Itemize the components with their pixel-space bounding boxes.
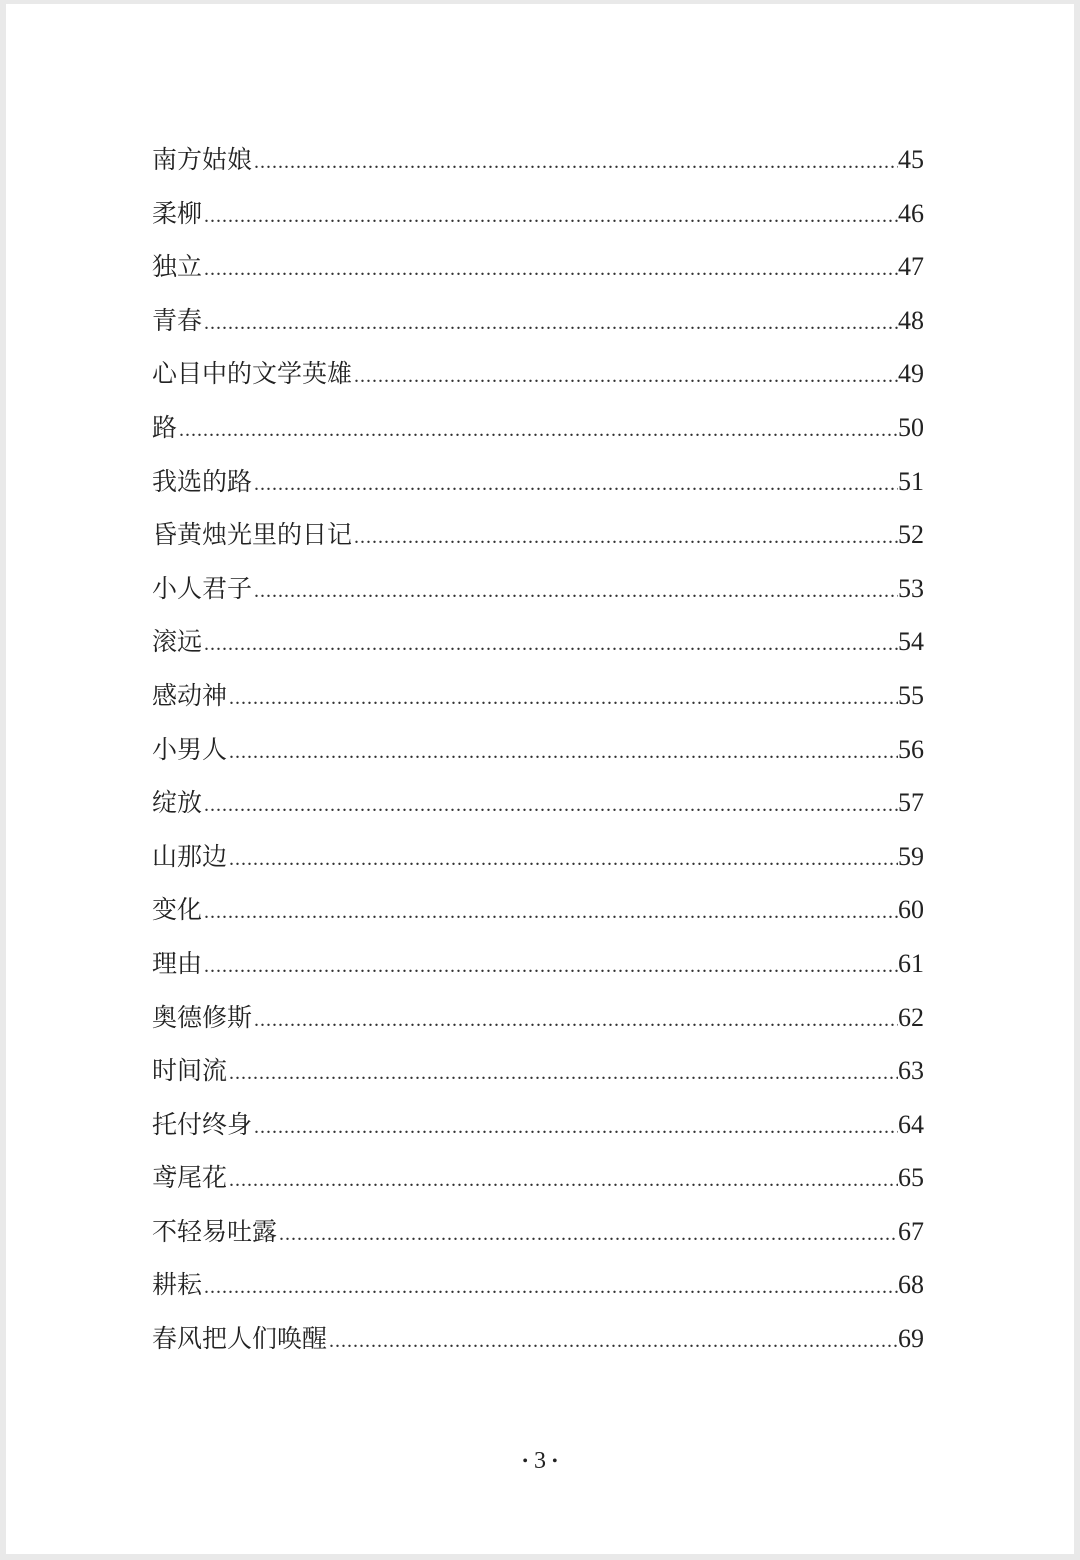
toc-dot-leader — [202, 258, 898, 281]
toc-entry-title: 南方姑娘 — [152, 145, 253, 174]
toc-entry-title: 我选的路 — [152, 466, 253, 496]
toc-dot-leader — [202, 901, 898, 924]
toc-dot-leader — [227, 1169, 898, 1192]
toc-entry-title: 托付终身 — [152, 1109, 253, 1139]
toc-entry-title: 耕耘 — [152, 1270, 203, 1300]
page-number: 3 — [534, 1448, 546, 1474]
toc-entry[interactable] — [152, 1158, 924, 1212]
toc-entry-page-number: 65 — [898, 1163, 924, 1193]
page-number-footer — [6, 1448, 1074, 1475]
toc-dot-leader — [202, 205, 898, 228]
toc-dot-leader — [202, 955, 898, 978]
toc-entry[interactable] — [152, 140, 924, 194]
toc-entry[interactable] — [152, 837, 924, 891]
toc-entry-title: 滚远 — [152, 627, 203, 657]
toc-entry-page-number: 64 — [898, 1109, 924, 1139]
toc-entry-page-number: 62 — [898, 1002, 924, 1032]
toc-dot-leader — [202, 312, 898, 335]
toc-entry[interactable] — [152, 462, 924, 516]
toc-entry[interactable] — [152, 1212, 924, 1266]
toc-entry-page-number: 68 — [898, 1270, 924, 1300]
toc-dot-leader — [227, 741, 898, 764]
toc-entry[interactable] — [152, 515, 924, 569]
toc-entry-page-number: 55 — [898, 680, 924, 710]
page-number-dot-right: • — [552, 1453, 558, 1471]
toc-entry-page-number: 48 — [898, 305, 924, 335]
toc-dot-leader — [252, 473, 898, 496]
toc-entry[interactable] — [152, 1265, 924, 1319]
toc-entry-page-number: 51 — [898, 466, 924, 496]
toc-entry-page-number: 61 — [898, 948, 924, 978]
toc-entry[interactable] — [152, 1051, 924, 1105]
toc-entry-title: 感动神 — [152, 680, 228, 710]
toc-entry-title: 柔柳 — [152, 198, 203, 228]
page-number-dot-left: • — [522, 1453, 528, 1471]
toc-entry-title: 心目中的文学英雄 — [152, 359, 353, 389]
toc-entry[interactable] — [152, 194, 924, 248]
toc-dot-leader — [252, 580, 898, 603]
toc-entry-title: 变化 — [152, 895, 203, 925]
toc-entry[interactable] — [152, 730, 924, 784]
toc-entry-page-number: 60 — [898, 895, 924, 925]
toc-dot-leader — [202, 1276, 898, 1299]
toc-entry-page-number: 45 — [898, 145, 924, 174]
toc-dot-leader — [227, 687, 898, 710]
toc-entry-page-number: 47 — [898, 252, 924, 282]
toc-entry[interactable] — [152, 944, 924, 998]
toc-dot-leader — [252, 151, 898, 174]
toc-entry-page-number: 49 — [898, 359, 924, 389]
toc-entry-page-number: 52 — [898, 520, 924, 550]
toc-entry-title: 山那边 — [152, 841, 228, 871]
document-page — [6, 4, 1074, 1554]
toc-entry[interactable] — [152, 622, 924, 676]
toc-dot-leader — [202, 633, 898, 656]
toc-dot-leader — [227, 1062, 898, 1085]
toc-entry-page-number: 46 — [898, 198, 924, 228]
toc-dot-leader — [227, 848, 898, 871]
toc-dot-leader — [252, 1116, 898, 1139]
toc-dot-leader — [327, 1330, 898, 1353]
toc-entry[interactable] — [152, 1319, 924, 1373]
toc-entry-page-number: 63 — [898, 1056, 924, 1086]
toc-entry-page-number: 56 — [898, 734, 924, 764]
toc-entry[interactable] — [152, 569, 924, 623]
toc-entry[interactable] — [152, 1105, 924, 1159]
toc-entry[interactable] — [152, 408, 924, 462]
toc-entry-title: 奥德修斯 — [152, 1002, 253, 1032]
toc-dot-leader — [277, 1223, 898, 1246]
toc-entry-title: 春风把人们唤醒 — [152, 1324, 328, 1354]
toc-entry-title: 小人君子 — [152, 573, 253, 603]
toc-entry[interactable] — [152, 783, 924, 837]
toc-entry-title: 理由 — [152, 948, 203, 978]
toc-dot-leader — [202, 794, 898, 817]
toc-entry[interactable] — [152, 676, 924, 730]
toc-entry-title: 不轻易吐露 — [152, 1216, 278, 1246]
toc-dot-leader — [352, 365, 898, 388]
toc-dot-leader — [252, 1009, 898, 1032]
toc-entry-page-number: 59 — [898, 841, 924, 871]
toc-entry-title: 时间流 — [152, 1056, 228, 1086]
toc-entry-title: 绽放 — [152, 788, 203, 818]
toc-dot-leader — [177, 419, 898, 442]
toc-entry-title: 昏黄烛光里的日记 — [152, 520, 353, 550]
toc-entry[interactable] — [152, 301, 924, 355]
toc-entry-page-number: 50 — [898, 412, 924, 442]
toc-entry-title: 独立 — [152, 252, 203, 282]
toc-entry[interactable] — [152, 247, 924, 301]
table-of-contents — [152, 140, 924, 1373]
toc-entry-page-number: 53 — [898, 573, 924, 603]
toc-entry-page-number: 57 — [898, 788, 924, 818]
toc-entry-title: 路 — [152, 412, 178, 442]
toc-entry[interactable] — [152, 998, 924, 1052]
toc-entry-title: 鸢尾花 — [152, 1163, 228, 1193]
toc-entry-page-number: 67 — [898, 1216, 924, 1246]
toc-entry[interactable] — [152, 890, 924, 944]
toc-entry-title: 青春 — [152, 305, 203, 335]
toc-entry-page-number: 54 — [898, 627, 924, 657]
toc-entry-title: 小男人 — [152, 734, 228, 764]
toc-entry-page-number: 69 — [898, 1324, 924, 1354]
toc-entry[interactable] — [152, 354, 924, 408]
toc-dot-leader — [352, 526, 898, 549]
